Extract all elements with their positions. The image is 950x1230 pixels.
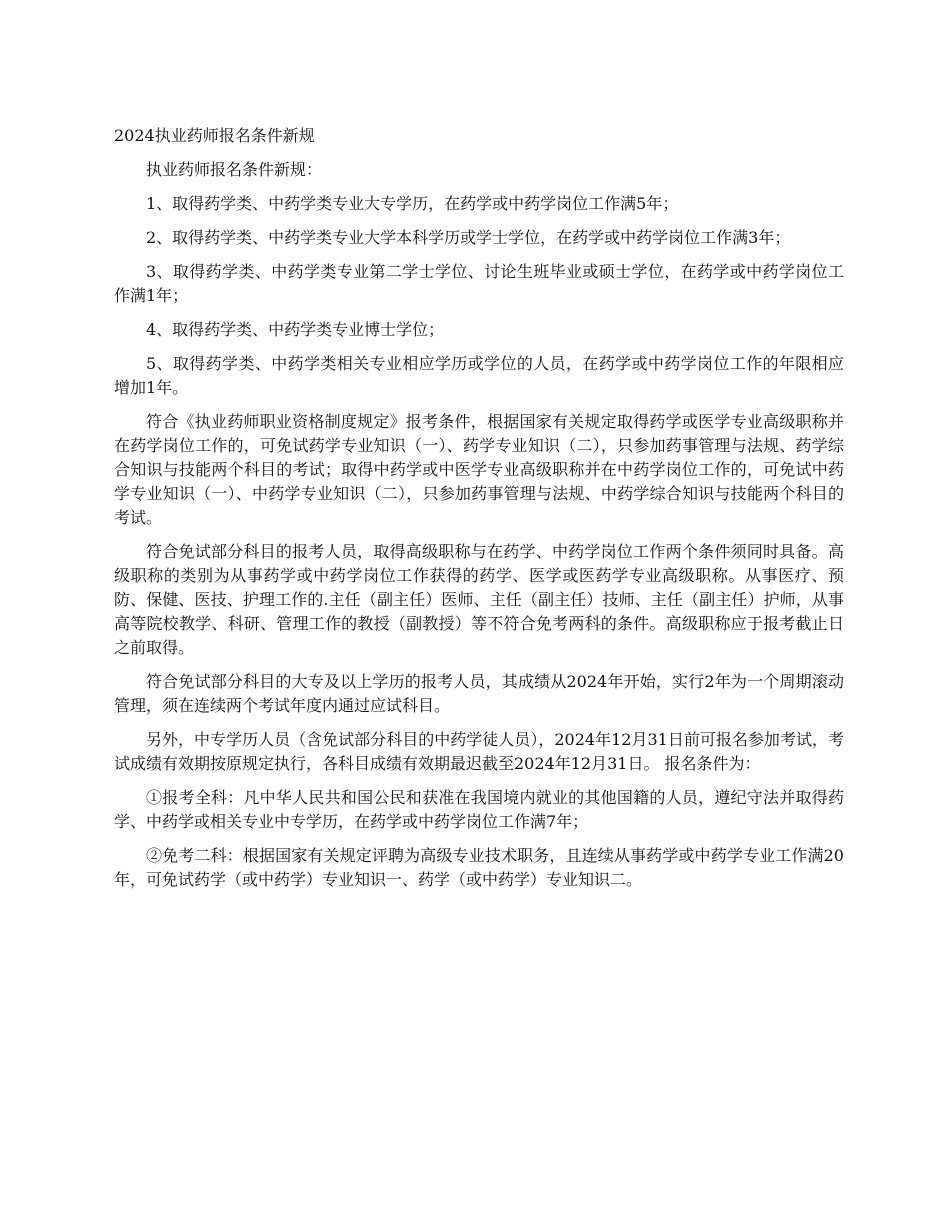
document-page bbox=[114, 124, 844, 902]
paragraph-two-subject-exemption: ②免考二科：根据国家有关规定评聘为高级专业技术职务，且连续从事药学或中药学专业工作满20年，可免试药学（或中药学）专业知识一、药学（或中药学）专业知识二。 bbox=[114, 846, 844, 889]
paragraph-condition-2: 2、取得药学类、中药学类专业大学本科学历或学士学位，在药学或中药学岗位工作满3年； bbox=[146, 228, 791, 247]
paragraph-senior-title-requirements: 符合免试部分科目的报考人员，取得高级职称与在药学、中药学岗位工作两个条件须同时具备。高级职称的类别为从事药学或中药学岗位工作获得的药学、医学或医药学专业高级职称。从事医疗、预防、保健、医技、护理工作的.主任（副主任）医师、主任（副主任）技师、主任（副主任）护师，从事高等院校教学、科研、管理工作的教授（副教授）等不符合免考两科的条件。高级职称应于报考截止日之前取得。 bbox=[114, 542, 844, 657]
paragraph-score-cycle: 符合免试部分科目的大专及以上学历的报考人员，其成绩从2024年开始，实行2年为一个周期滚动管理，须在连续两个考试年度内通过应试科目。 bbox=[114, 672, 844, 715]
paragraph-condition-5: 5、取得药学类、中药学类相关专业相应学历或学位的人员，在药学或中药学岗位工作的年限相应增加1年。 bbox=[114, 354, 844, 397]
paragraph-full-exam: ①报考全科：凡中华人民共和国公民和获准在我国境内就业的其他国籍的人员，遵纪守法并取得药学、中药学或相关专业中专学历，在药学或中药学岗位工作满7年； bbox=[114, 788, 844, 831]
paragraph-condition-4: 4、取得药学类、中药学类专业博士学位； bbox=[146, 320, 445, 339]
paragraph-condition-1: 1、取得药学类、中药学类专业大专学历，在药学或中药学岗位工作满5年； bbox=[146, 194, 679, 213]
document-title: 2024执业药师报名条件新规 bbox=[114, 126, 315, 145]
paragraph-condition-3: 3、取得药学类、中药学类专业第二学士学位、讨论生班毕业或硕士学位，在药学或中药学岗位工作满1年； bbox=[114, 262, 844, 305]
paragraph-intro: 执业药师报名条件新规： bbox=[146, 160, 323, 179]
paragraph-technical-secondary: 另外，中专学历人员（含免试部分科目的中药学徒人员），2024年12月31日前可报名参加考试，考试成绩有效期按原规定执行，各科目成绩有效期最迟截至2024年12月31日。 报名条件为： bbox=[114, 730, 844, 773]
paragraph-exemption-rules: 符合《执业药师职业资格制度规定》报考条件，根据国家有关规定取得药学或医学专业高级职称并在药学岗位工作的，可免试药学专业知识（一）、药学专业知识（二），只参加药事管理与法规、药学综合知识与技能两个科目的考试；取得中药学或中医学专业高级职称并在中药学岗位工作的，可免试中药学专业知识（一）、中药学专业知识（二），只参加药事管理与法规、中药学综合知识与技能两个科目的考试。 bbox=[114, 412, 844, 527]
